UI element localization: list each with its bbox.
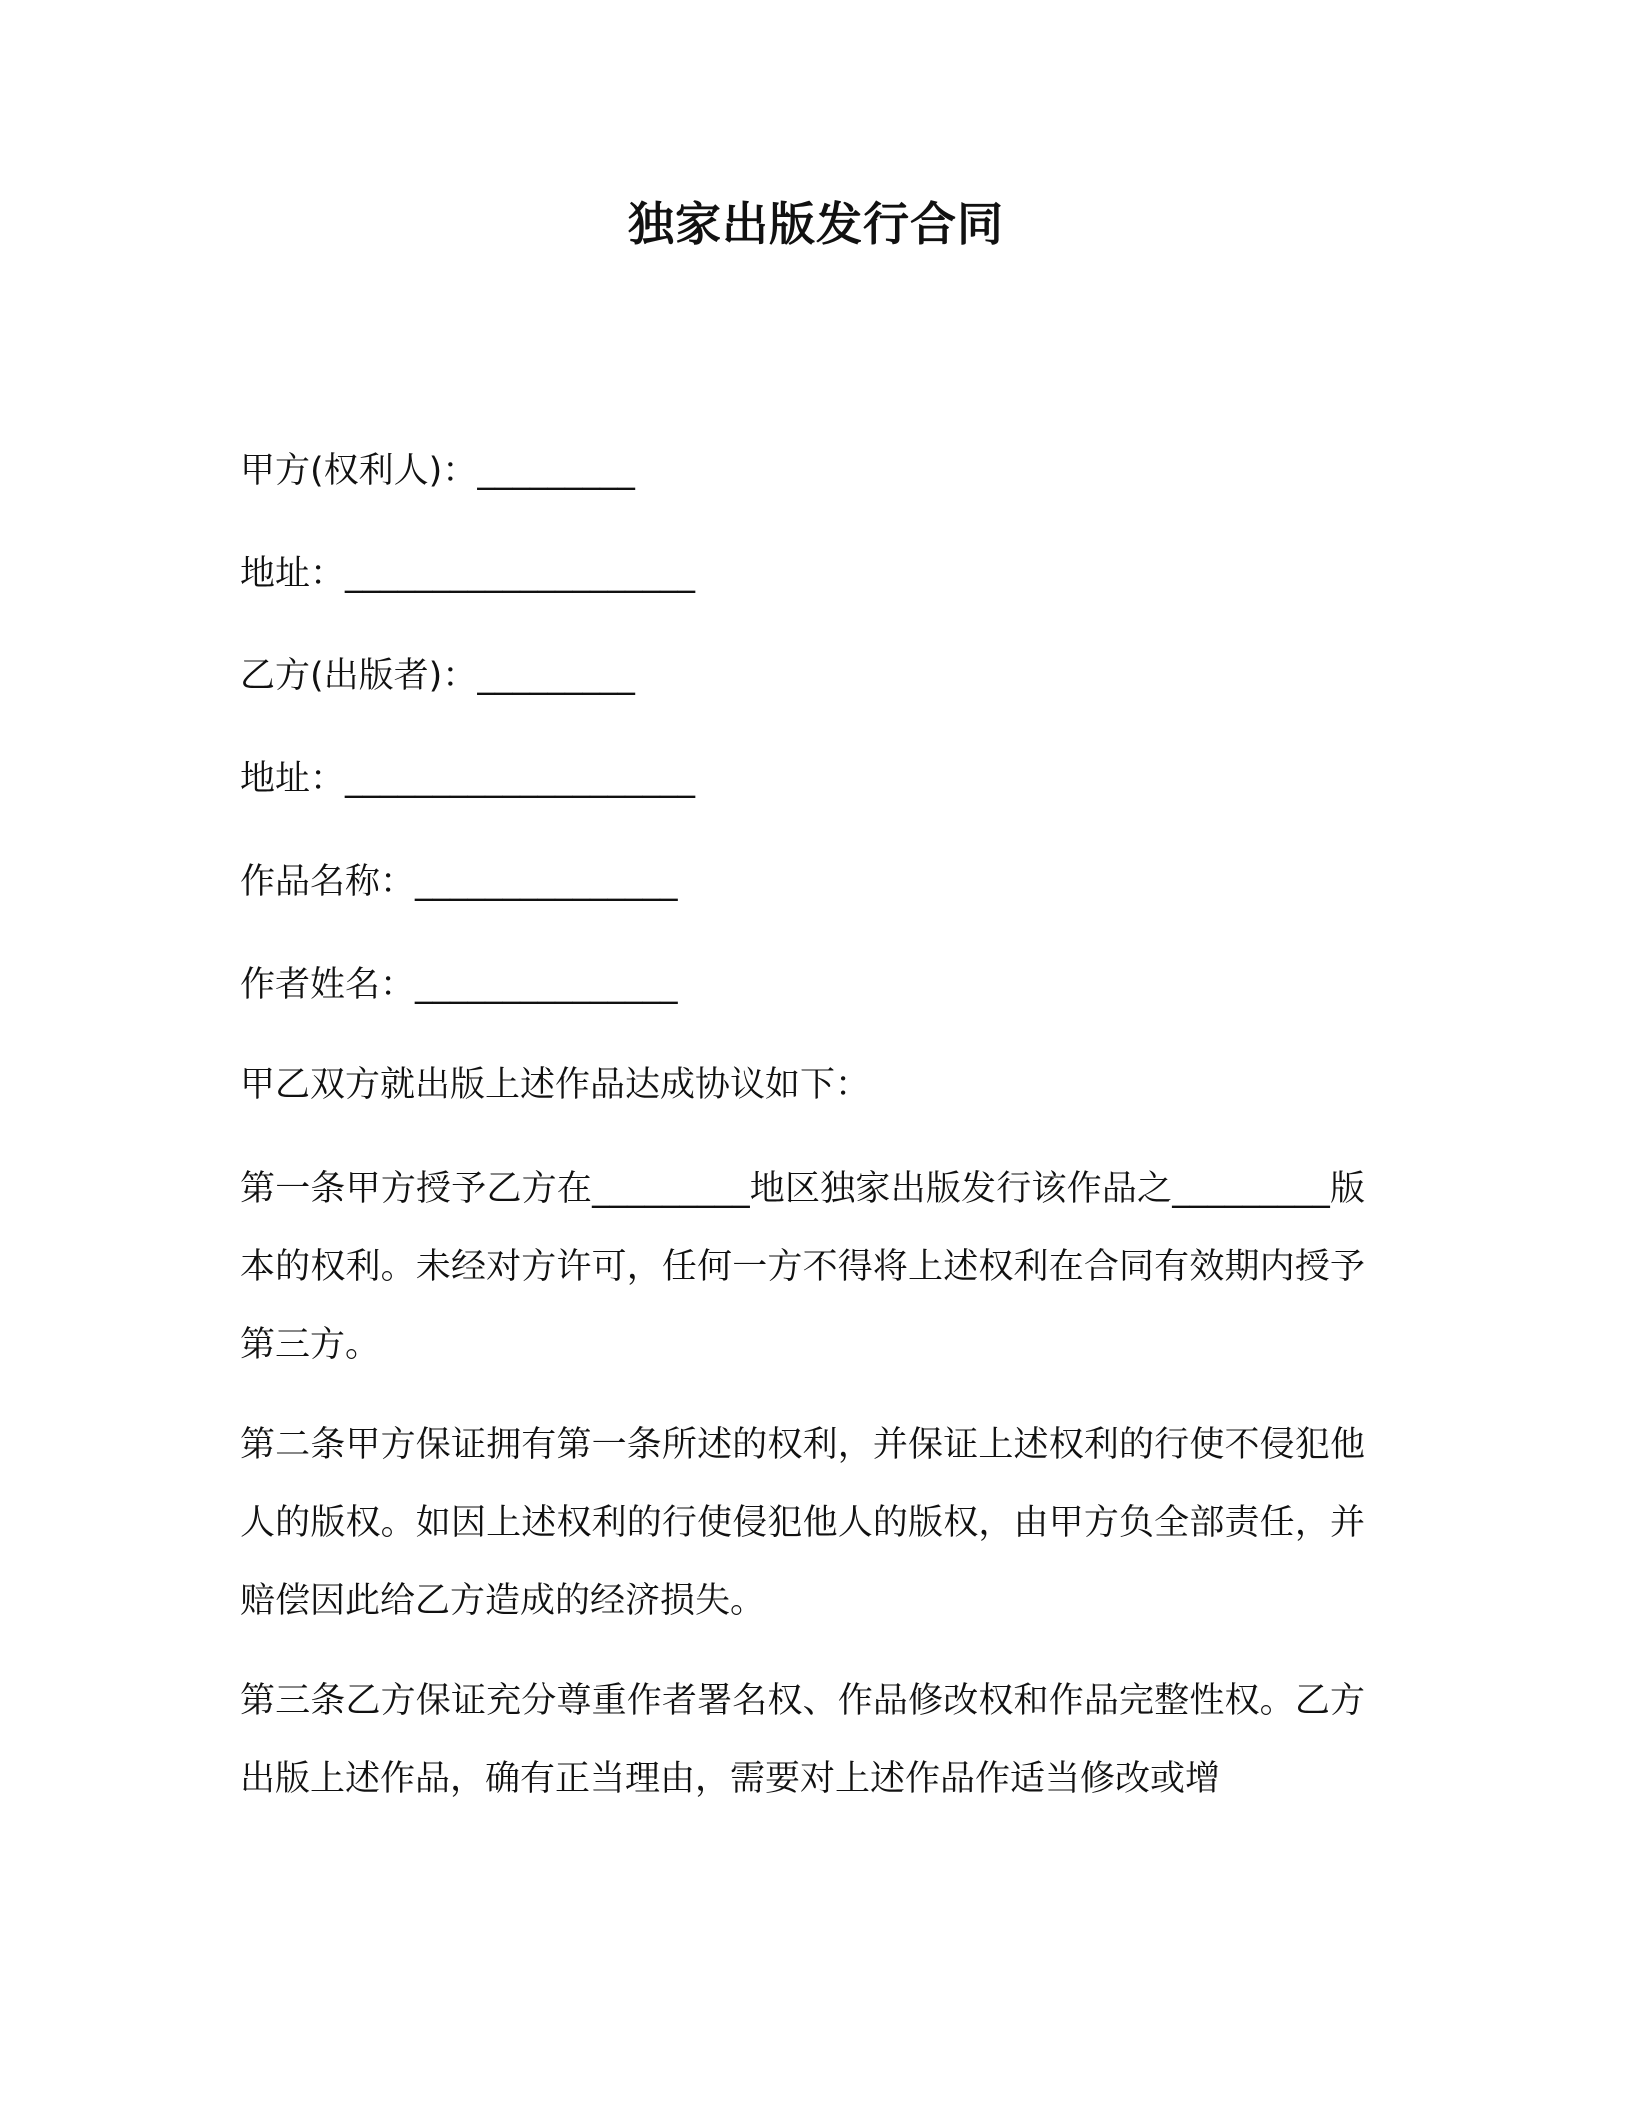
clause-1-text-b: 地区独家出版发行该作品之 [749,1169,1173,1209]
clause-1 [240,1150,1365,1384]
field-party-b [240,650,635,702]
field-label: 作品名称： [240,862,416,902]
clause-3: 第三条乙方保证充分尊重作者署名权、作品修改权和作品完整性权。乙方出版上述作品，确有正当理由，需要对上述作品作适当修改或增 [240,1681,1365,1799]
fill-blank: _______________ [415,862,678,902]
document-title: 独家出版发行合同 [628,197,1004,251]
clause-1-text-a: 第一条甲方授予乙方在 [240,1169,593,1209]
clause-2: 第二条甲方保证拥有第一条所述的权利，并保证上述权利的行使不侵犯他人的版权。如因上述权利的行使侵犯他人的版权，由甲方负全部责任，并赔偿因此给乙方造成的经济损失。 [240,1425,1365,1621]
fill-blank: _________ [477,656,635,696]
fill-blank: _________ [477,451,635,491]
field-author-name [240,959,678,1011]
clause-1-text-c: 版本的权利。未经对方许可，任何一方不得将上述权利在合同有效期内授予第三方。 [240,1169,1365,1365]
clause-1-blank-version: _________ [1172,1169,1330,1209]
agreement-intro: 甲乙双方就出版上述作品达成协议如下： [240,1065,871,1105]
fill-blank: ____________________ [345,759,696,799]
field-label: 作者姓名： [240,965,416,1005]
fill-blank: _______________ [415,965,678,1005]
field-work-title [240,856,678,908]
clause-1-blank-region: _________ [592,1169,750,1209]
field-label: 地址： [240,554,346,594]
field-party-b-address [240,753,695,805]
fill-blank: ____________________ [345,554,696,594]
field-label: 乙方(出版者)： [240,656,478,696]
field-label: 地址： [240,759,346,799]
field-party-a-address [240,548,695,600]
field-party-a [240,445,635,497]
field-label: 甲方(权利人)： [240,451,478,491]
